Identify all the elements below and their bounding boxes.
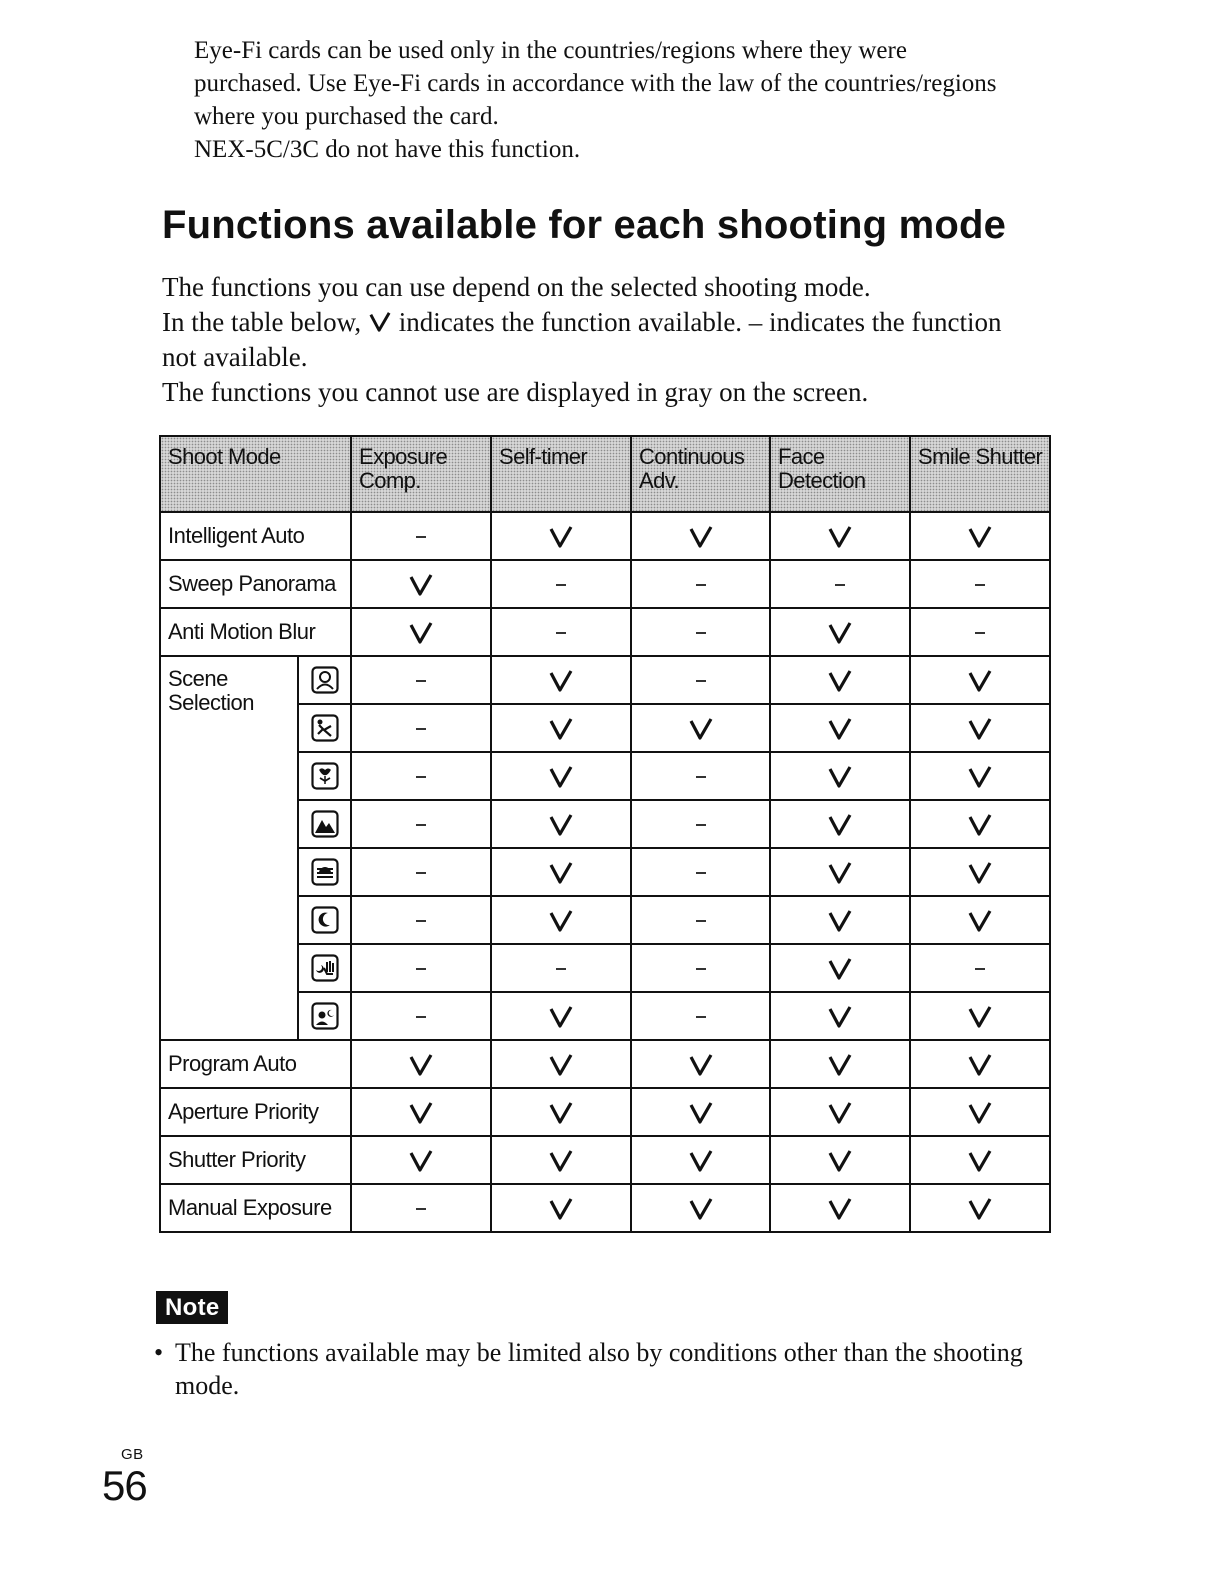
dash-mark xyxy=(416,968,426,970)
cell-unavailable xyxy=(631,848,770,896)
cell-available xyxy=(770,896,910,944)
checkmark-icon xyxy=(827,813,853,837)
cell-unavailable xyxy=(351,704,491,752)
checkmark-icon xyxy=(967,717,993,741)
dash-mark xyxy=(556,968,566,970)
header-face-detection: Face Detection xyxy=(770,436,910,512)
cell-unavailable xyxy=(631,992,770,1040)
scene-selection-label: Scene Selection xyxy=(160,656,298,1040)
cell-available xyxy=(910,992,1050,1040)
header-continuous-adv: Continuous Adv. xyxy=(631,436,770,512)
checkmark-icon xyxy=(967,861,993,885)
functions-table xyxy=(159,435,1051,1233)
checkmark-icon xyxy=(548,1101,574,1125)
cell-available xyxy=(351,560,491,608)
dash-mark xyxy=(696,776,706,778)
checkmark-icon xyxy=(827,1197,853,1221)
cell-available xyxy=(770,1088,910,1136)
checkmark-icon xyxy=(408,1101,434,1125)
checkmark-icon xyxy=(827,717,853,741)
shoot-mode-label: Intelligent Auto xyxy=(160,512,351,560)
cell-unavailable xyxy=(491,560,631,608)
description xyxy=(162,270,1062,410)
dash-mark xyxy=(416,920,426,922)
shoot-mode-label: Anti Motion Blur xyxy=(160,608,351,656)
cell-available xyxy=(491,1088,631,1136)
cell-unavailable xyxy=(910,608,1050,656)
dash-mark xyxy=(416,680,426,682)
checkmark-icon xyxy=(827,1149,853,1173)
checkmark-icon xyxy=(548,1197,574,1221)
scene-icon-cell xyxy=(298,752,351,800)
cell-available xyxy=(351,1088,491,1136)
header-smile-shutter: Smile Shutter xyxy=(910,436,1050,512)
cell-available xyxy=(770,608,910,656)
dash-mark xyxy=(556,632,566,634)
cell-available xyxy=(770,800,910,848)
intro-line: where you purchased the card. xyxy=(194,103,499,130)
cell-available xyxy=(631,512,770,560)
checkmark-icon xyxy=(827,1005,853,1029)
cell-available xyxy=(910,1040,1050,1088)
checkmark-icon xyxy=(688,1197,714,1221)
dash-mark xyxy=(696,680,706,682)
cell-available xyxy=(631,1184,770,1232)
cell-available xyxy=(491,704,631,752)
cell-available xyxy=(910,1088,1050,1136)
checkmark-icon xyxy=(688,1101,714,1125)
checkmark-icon xyxy=(967,1005,993,1029)
cell-available xyxy=(910,896,1050,944)
cell-unavailable xyxy=(631,608,770,656)
note-badge: Note xyxy=(156,1291,228,1324)
cell-unavailable xyxy=(491,608,631,656)
landscape-icon xyxy=(310,810,340,838)
dash-mark xyxy=(696,632,706,634)
night-scene-icon xyxy=(310,906,340,934)
cell-available xyxy=(770,992,910,1040)
cell-available xyxy=(770,1136,910,1184)
scene-icon-cell xyxy=(298,896,351,944)
dash-mark xyxy=(556,584,566,586)
cell-available xyxy=(351,1136,491,1184)
cell-available xyxy=(770,1040,910,1088)
header-shoot-mode: Shoot Mode xyxy=(160,436,351,512)
sunset-icon xyxy=(310,858,340,886)
cell-unavailable xyxy=(631,656,770,704)
cell-available xyxy=(910,800,1050,848)
scene-icon-cell xyxy=(298,944,351,992)
cell-available xyxy=(491,752,631,800)
table-row xyxy=(160,656,1050,704)
dash-mark xyxy=(416,824,426,826)
table-header-row xyxy=(160,436,1050,512)
cell-available xyxy=(910,1136,1050,1184)
cell-available xyxy=(491,512,631,560)
cell-available xyxy=(631,1040,770,1088)
dash-mark xyxy=(416,728,426,730)
cell-unavailable xyxy=(351,992,491,1040)
checkmark-icon xyxy=(548,909,574,933)
cell-available xyxy=(770,752,910,800)
checkmark-icon xyxy=(967,525,993,549)
shoot-mode-label: Manual Exposure xyxy=(160,1184,351,1232)
shoot-mode-label: Shutter Priority xyxy=(160,1136,351,1184)
cell-available xyxy=(770,848,910,896)
table-row xyxy=(160,1184,1050,1232)
checkmark-icon xyxy=(967,669,993,693)
sports-action-icon xyxy=(310,714,340,742)
cell-available xyxy=(351,1040,491,1088)
dash-mark xyxy=(696,872,706,874)
checkmark-icon xyxy=(967,813,993,837)
cell-unavailable xyxy=(631,944,770,992)
cell-available xyxy=(631,704,770,752)
cell-unavailable xyxy=(770,560,910,608)
scene-icon-cell xyxy=(298,656,351,704)
table-row xyxy=(160,1040,1050,1088)
page-number: 56 xyxy=(102,1462,147,1509)
cell-unavailable xyxy=(351,896,491,944)
dash-mark xyxy=(416,1208,426,1210)
cell-available xyxy=(910,848,1050,896)
dash-mark xyxy=(416,776,426,778)
checkmark-icon xyxy=(548,765,574,789)
intro-line: NEX-5C/3C do not have this function. xyxy=(194,136,581,163)
cell-unavailable xyxy=(351,944,491,992)
cell-available xyxy=(770,512,910,560)
dash-mark xyxy=(975,968,985,970)
cell-available xyxy=(351,608,491,656)
checkmark-icon xyxy=(408,1053,434,1077)
checkmark-icon xyxy=(688,1149,714,1173)
header-self-timer: Self-timer xyxy=(491,436,631,512)
cell-available xyxy=(491,1184,631,1232)
shoot-mode-label: Aperture Priority xyxy=(160,1088,351,1136)
checkmark-icon xyxy=(967,765,993,789)
region-code: GB xyxy=(121,1446,144,1463)
cell-unavailable xyxy=(351,848,491,896)
checkmark-icon xyxy=(827,1053,853,1077)
checkmark-icon xyxy=(967,1053,993,1077)
cell-available xyxy=(910,704,1050,752)
cell-unavailable xyxy=(351,752,491,800)
description-line: The functions you can use depend on the selected shooting mode. xyxy=(162,272,871,302)
dash-mark xyxy=(696,920,706,922)
checkmark-icon xyxy=(827,669,853,693)
cell-available xyxy=(631,1088,770,1136)
cell-unavailable xyxy=(631,896,770,944)
dash-mark xyxy=(416,536,426,538)
table-row xyxy=(160,1088,1050,1136)
shoot-mode-label: Sweep Panorama xyxy=(160,560,351,608)
checkmark-icon xyxy=(688,717,714,741)
checkmark-icon xyxy=(967,1149,993,1173)
description-text: In the table below, xyxy=(162,307,362,337)
cell-available xyxy=(491,1040,631,1088)
checkmark-icon xyxy=(548,525,574,549)
cell-available xyxy=(910,752,1050,800)
dash-mark xyxy=(416,872,426,874)
cell-available xyxy=(491,656,631,704)
checkmark-icon xyxy=(548,861,574,885)
description-line xyxy=(162,305,1062,340)
checkmark-icon xyxy=(967,1101,993,1125)
cell-available xyxy=(491,896,631,944)
checkmark-icon xyxy=(548,717,574,741)
checkmark-icon xyxy=(827,765,853,789)
cell-available xyxy=(910,1184,1050,1232)
header-exposure-comp: Exposure Comp. xyxy=(351,436,491,512)
cell-unavailable xyxy=(351,656,491,704)
cell-available xyxy=(491,1136,631,1184)
cell-available xyxy=(491,992,631,1040)
cell-available xyxy=(770,1184,910,1232)
dash-mark xyxy=(696,1016,706,1018)
cell-available xyxy=(910,512,1050,560)
cell-available xyxy=(770,944,910,992)
cell-unavailable xyxy=(491,944,631,992)
dash-mark xyxy=(696,584,706,586)
cell-available xyxy=(491,800,631,848)
table-row xyxy=(160,608,1050,656)
hand-held-twilight-icon xyxy=(310,954,340,982)
cell-available xyxy=(631,1136,770,1184)
intro-line: Eye-Fi cards can be used only in the countries/regions where they were xyxy=(194,37,907,64)
checkmark-icon xyxy=(548,669,574,693)
checkmark-icon xyxy=(408,621,434,645)
shoot-mode-label: Program Auto xyxy=(160,1040,351,1088)
dash-mark xyxy=(696,824,706,826)
cell-available xyxy=(491,848,631,896)
checkmark-icon xyxy=(548,1149,574,1173)
dash-mark xyxy=(975,632,985,634)
scene-icon-cell xyxy=(298,848,351,896)
checkmark-icon xyxy=(408,573,434,597)
section-title: Functions available for each shooting mode xyxy=(162,203,1007,247)
scene-icon-cell xyxy=(298,800,351,848)
bullet: • xyxy=(154,1338,164,1367)
cell-unavailable xyxy=(631,800,770,848)
dash-mark xyxy=(835,584,845,586)
checkmark-icon xyxy=(688,1053,714,1077)
checkmark-icon xyxy=(368,311,392,333)
checkmark-icon xyxy=(827,861,853,885)
checkmark-icon xyxy=(408,1149,434,1173)
checkmark-icon xyxy=(827,909,853,933)
checkmark-icon xyxy=(827,1101,853,1125)
note-body: The functions available may be limited also by conditions other than the shooting mode. xyxy=(175,1338,1023,1400)
description-line: not available. xyxy=(162,342,308,372)
scene-icon-cell xyxy=(298,704,351,752)
dash-mark xyxy=(416,1016,426,1018)
cell-unavailable xyxy=(351,512,491,560)
dash-mark xyxy=(696,968,706,970)
checkmark-icon xyxy=(827,525,853,549)
checkmark-icon xyxy=(967,909,993,933)
cell-available xyxy=(910,656,1050,704)
checkmark-icon xyxy=(688,525,714,549)
table-row xyxy=(160,512,1050,560)
intro-paragraph xyxy=(194,34,1074,166)
intro-line: purchased. Use Eye-Fi cards in accordance with the law of the countries/regions xyxy=(194,70,997,97)
cell-unavailable xyxy=(351,1184,491,1232)
checkmark-icon xyxy=(548,1053,574,1077)
cell-unavailable xyxy=(910,944,1050,992)
cell-unavailable xyxy=(631,560,770,608)
table-body xyxy=(160,512,1050,1232)
table-row xyxy=(160,560,1050,608)
checkmark-icon xyxy=(548,1005,574,1029)
cell-unavailable xyxy=(910,560,1050,608)
night-portrait-icon xyxy=(310,1002,340,1030)
portrait-icon xyxy=(310,666,340,694)
note-text xyxy=(154,1336,1054,1402)
description-text: indicates the function available. – indicates the function xyxy=(398,307,1002,337)
cell-available xyxy=(770,656,910,704)
cell-unavailable xyxy=(631,752,770,800)
cell-available xyxy=(770,704,910,752)
checkmark-icon xyxy=(967,1197,993,1221)
table-row xyxy=(160,1136,1050,1184)
checkmark-icon xyxy=(548,813,574,837)
cell-unavailable xyxy=(351,800,491,848)
checkmark-icon xyxy=(827,621,853,645)
macro-icon xyxy=(310,762,340,790)
scene-icon-cell xyxy=(298,992,351,1040)
checkmark-icon xyxy=(827,957,853,981)
dash-mark xyxy=(975,584,985,586)
description-line: The functions you cannot use are displayed in gray on the screen. xyxy=(162,377,869,407)
